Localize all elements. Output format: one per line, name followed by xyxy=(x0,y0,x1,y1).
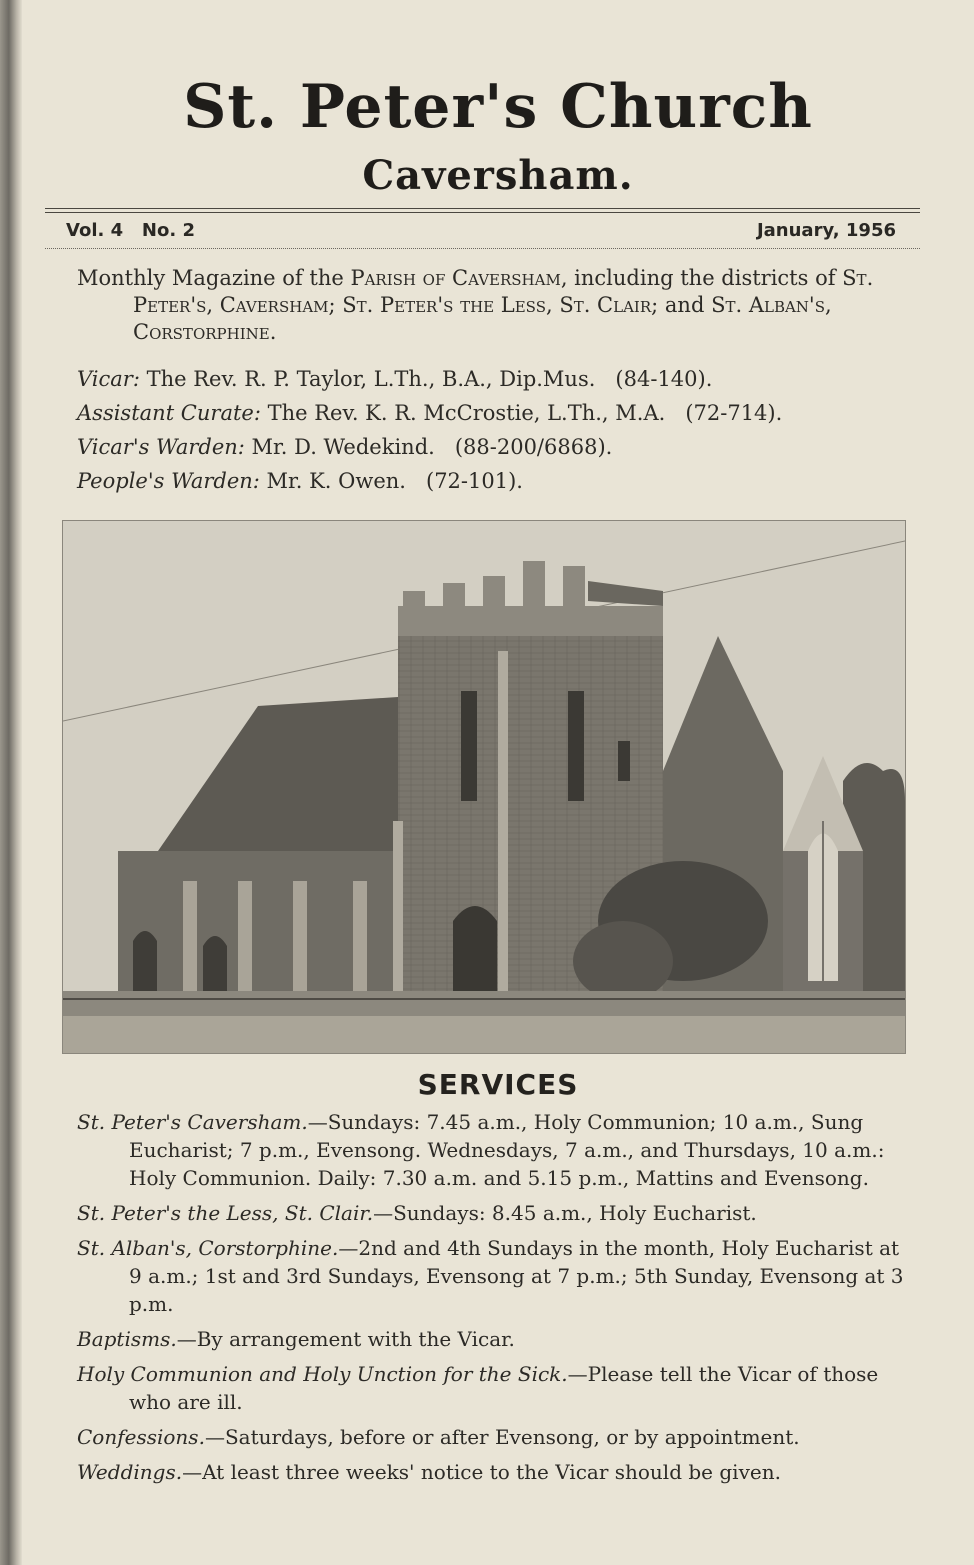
intro-text-7: ; and xyxy=(651,293,712,317)
service-name: Holy Communion and Holy Unction for the Sick. xyxy=(77,1362,568,1386)
intro-text-3: , including the districts of xyxy=(560,266,843,290)
officer-role: People's Warden: xyxy=(77,469,260,493)
service-name: Confessions. xyxy=(77,1425,205,1449)
intro-parish: Parish of Caversham xyxy=(350,266,561,290)
church-photograph xyxy=(62,520,906,1054)
officer-assistant-curate xyxy=(77,396,913,430)
service-detail: —Sundays: 7.45 a.m., Holy Communion; 10 a.m., Sung Eucharist; 7 p.m., Evensong. Wednesdays, 7 a.m., and Thursdays, 10 a.m.: Holy Communion. Daily: 7.30 a.m. and 5.15 p.m., Mattins and Evensong. xyxy=(129,1110,885,1190)
intro-text-5: ; xyxy=(328,293,343,317)
service-name: St. Peter's Caversham. xyxy=(77,1110,308,1134)
church-illustration xyxy=(63,521,905,1053)
service-weddings xyxy=(77,1458,913,1486)
issue-rule-bottom xyxy=(45,248,920,249)
officer-peoples-warden xyxy=(77,464,913,498)
service-detail: —By arrangement with the Vicar. xyxy=(176,1327,515,1351)
intro-text-1: Monthly Magazine of the xyxy=(77,266,351,290)
issue-line xyxy=(66,220,896,244)
officer-detail: The Rev. R. P. Taylor, L.Th., B.A., Dip.Mus. (84-140). xyxy=(139,367,713,391)
service-sick-communion xyxy=(77,1360,913,1416)
parish-officers xyxy=(77,362,913,498)
issue-volume: Vol. 4 No. 2 xyxy=(66,220,195,241)
intro-text-9: . xyxy=(269,320,277,344)
services-heading: SERVICES xyxy=(417,1068,579,1101)
officer-detail: Mr. K. Owen. (72-101). xyxy=(259,469,523,493)
intro-district-st-clair: St. Peter's the Less, St. Clair xyxy=(342,293,652,317)
intro-district-caversham: St. Peter's, Caversham xyxy=(133,266,874,317)
service-name: Baptisms. xyxy=(77,1327,177,1351)
officer-role: Assistant Curate: xyxy=(77,401,261,425)
service-confessions xyxy=(77,1423,913,1451)
magazine-page xyxy=(22,0,974,1565)
masthead-subtitle: Caversham. xyxy=(362,152,634,199)
officer-vicars-warden xyxy=(77,430,913,464)
service-st-peters-caversham xyxy=(77,1108,913,1192)
service-name: St. Alban's, Corstorphine. xyxy=(77,1236,339,1260)
officer-vicar xyxy=(77,362,913,396)
masthead-rule-top xyxy=(45,208,920,209)
officer-role: Vicar's Warden: xyxy=(77,435,245,459)
service-detail: —Saturdays, before or after Evensong, or by appointment. xyxy=(204,1425,800,1449)
officer-detail: Mr. D. Wedekind. (88-200/6868). xyxy=(244,435,613,459)
service-st-peters-the-less xyxy=(77,1199,913,1227)
issue-date: January, 1956 xyxy=(756,220,896,241)
services-list xyxy=(77,1108,913,1493)
masthead-title: St. Peter's Church xyxy=(183,72,813,142)
service-name: Weddings. xyxy=(77,1460,183,1484)
officer-detail: The Rev. K. R. McCrostie, L.Th., M.A. (72-714). xyxy=(260,401,783,425)
service-name: St. Peter's the Less, St. Clair. xyxy=(77,1201,374,1225)
magazine-description xyxy=(77,265,913,346)
service-detail: —2nd and 4th Sundays in the month, Holy Eucharist at 9 a.m.; 1st and 3rd Sundays, Evensong at 7 p.m.; 5th Sunday, Evensong at 3 p.m. xyxy=(129,1236,904,1316)
masthead-rule-top-second xyxy=(45,212,920,213)
intro-district-corstorphine: St. Alban's, Corstorphine xyxy=(133,293,832,344)
service-detail: —At least three weeks' notice to the Vicar should be given. xyxy=(182,1460,781,1484)
service-detail: —Please tell the Vicar of those who are ill. xyxy=(129,1362,879,1414)
service-st-albans xyxy=(77,1234,913,1318)
service-detail: —Sundays: 8.45 a.m., Holy Eucharist. xyxy=(373,1201,757,1225)
officer-role: Vicar: xyxy=(77,367,140,391)
service-baptisms xyxy=(77,1325,913,1353)
binding-spine xyxy=(0,0,22,1565)
